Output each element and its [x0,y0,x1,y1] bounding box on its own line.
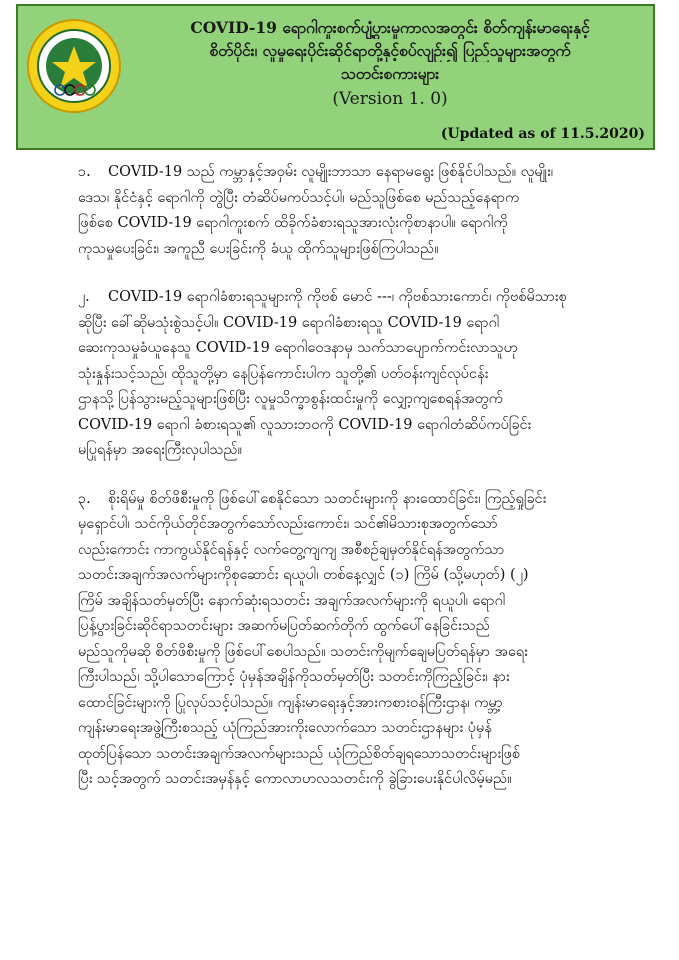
text-line: ပြန့်ပွားခြင်းဆိုင်ရာသတင်းများ အဆက်မပြတ်ဆက်တိုက် ထွက်ပေါ်နေခြင်းသည် [78,618,490,634]
paragraph-number: ၃. [78,490,91,507]
text-line: ဖြစ်စေ COVID-19 ရောဂါကူးစက် ထိခိုက်ခံစားရသူအားလုံးကိုစာနာပါ။ ရောဂါကို [78,215,508,231]
text-line: လည်းကောင်း ကာကွယ်နိုင်ရန်နှင့် လက်တွေ့ကျကျ အစီစဉ်ချမှတ်နိုင်ရန်အတွက်သာ [78,541,505,558]
text-line: ထုတ်ပြန်သော သတင်းအချက်အလက်များသည် ယုံကြည်စိတ်ချရသောသတင်းများဖြစ် [78,745,521,762]
title-line-2: စိတ်ပိုင်း၊ လူမှုရေးပိုင်းဆိုင်ရာတို့နှင့်စပ်လျဉ်း၍ ပြည်သူများအတွက် [209,41,571,60]
text-line: ကြီးပါသည်၊ သို့ပါသောကြောင့် ပုံမှန်အချိန်ကိုသတ်မှတ်ပြီး သတင်းကိုကြည့်ခြင်း၊ နား [78,669,510,685]
text-line: ကြိမ် အချိန်သတ်မှတ်ပြီး နောက်ဆုံးရသတင်း အချက်အလက်များကို ရယူပါ၊ ရောဂါ [78,592,506,609]
text-line: ဆိုပြီး ခေါ်ဆိုမသုံးစွဲသင့်ပါ။ COVID-19 ရောဂါခံစားရသူ COVID-19 ရောဂါ [78,314,500,331]
text-line: ဆေးကုသမှုခံယူနေသူ COVID-19 ရောဂါဝေဒနာမှ သက်သာပျောက်ကင်းလာသူဟု [78,340,518,356]
ministry-logo-icon [26,18,122,114]
text-line: သတင်းအချက်အလက်များကိုစုဆောင်း ရယူပါ၊ တစ်နေ့လျှင် (၁) ကြိမ် (သို့မဟုတ်) (၂) [78,567,529,583]
text-line: ထောင်ခြင်းများကို ပြုလုပ်သင့်ပါသည်။ ကျန်းမာရေးနှင့်အားကစားဝန်ကြီးဌာန၊ ကမ္ဘာ့ [78,694,503,711]
document-body [78,160,638,816]
paragraph-2 [78,285,638,464]
title-line-3: သတင်းစကားများ [340,64,440,83]
text-line: COVID-19 ရောဂါခံစားရသူများကို ကိုဗစ် မောင် ---၊ ကိုဗစ်သားကောင်၊ ကိုဗစ်မိသားစု [108,289,567,305]
updated-date: (Updated as of 11.5.2020) [440,126,645,142]
paragraph-number: ၂. [78,289,90,305]
text-line: မပြုရန်မှာ အရေးကြီးလှပါသည်။ [78,442,242,458]
title-banner [16,4,655,150]
text-line: မည်သူကိုမဆို စိတ်ဖိစီးမှုကို ဖြစ်ပေါ်စေပါသည်။ သတင်းကိုမျက်ချေမပြတ်ရန်မှာ အရေး [78,643,528,660]
paragraph-number: ၁. [78,164,91,180]
text-line: မှရှောင်ပါ၊ သင်ကိုယ်တိုင်အတွက်သော်လည်းကောင်း၊ သင်၏မိသားစုအတွက်သော် [78,516,498,532]
text-line: COVID-19 သည် ကမ္ဘာနှင့်အဝှမ်း လူမျိုးဘာသာ နေရာမရွေး ဖြစ်နိုင်ပါသည်။ လူမျိုး၊ [108,164,554,180]
version-label: (Version 1. 0) [332,89,448,109]
text-line: ဌာနသို့ ပြန်သွားမည့်သူများဖြစ်ပြီး လူမှုသိက္ခာစွန်းထင်းမှုကို လျှော့ကျစေရန်အတွက် [78,391,503,407]
paragraph-3 [78,487,638,793]
text-line: ကုသမှုပေးခြင်း၊ အကူညီ ပေးခြင်းကို ခံယူ ထိုက်သူများဖြစ်ကြပါသည်။ [78,240,439,257]
document-title [130,16,650,111]
paragraph-1 [78,160,638,262]
text-line: စိုးရိမ်မှု စိတ်ဖိစီးမှုကို ဖြစ်ပေါ်စေနိုင်သော သတင်းများကို နားထောင်ခြင်း၊ ကြည့်ရှုခြင်း [108,490,547,507]
text-line: ပြီး သင့်အတွက် သတင်းအမှန်နှင့် ကောလာဟလသတင်းကို ခွဲခြားပေးနိုင်ပါလိမ့်မည်။ [78,771,512,787]
title-line-1: COVID-19 ရောဂါကူးစက်ပျံ့ပွားမှုကာလအတွင်း စိတ်ကျန်းမာရေးနှင့် [190,18,590,37]
text-line: ဒေသ၊ နိုင်ငံနှင့် ရောဂါကို တွဲပြီး တံဆိပ်မကပ်သင့်ပါ၊ မည်သူဖြစ်စေ မည်သည့်နေရာက [78,189,520,206]
text-line: ကျန်းမာရေးအဖွဲ့ကြီးစသည့် ယုံကြည်အားကိုးလောက်သော သတင်းဌာနများ ပုံမှန် [78,720,492,736]
text-line: COVID-19 ရောဂါ ခံစားရသူ၏ လူသားဘဝကို COVID-19 ရောဂါတံဆိပ်ကပ်ခြင်း [78,416,532,433]
text-line: သုံးနှုန်းသင့်သည်၊ ထိုသူတို့မှာ နေပြန်ကောင်းပါက သူတို့၏ ပတ်ဝန်းကျင်လုပ်ငန်း [78,365,489,382]
